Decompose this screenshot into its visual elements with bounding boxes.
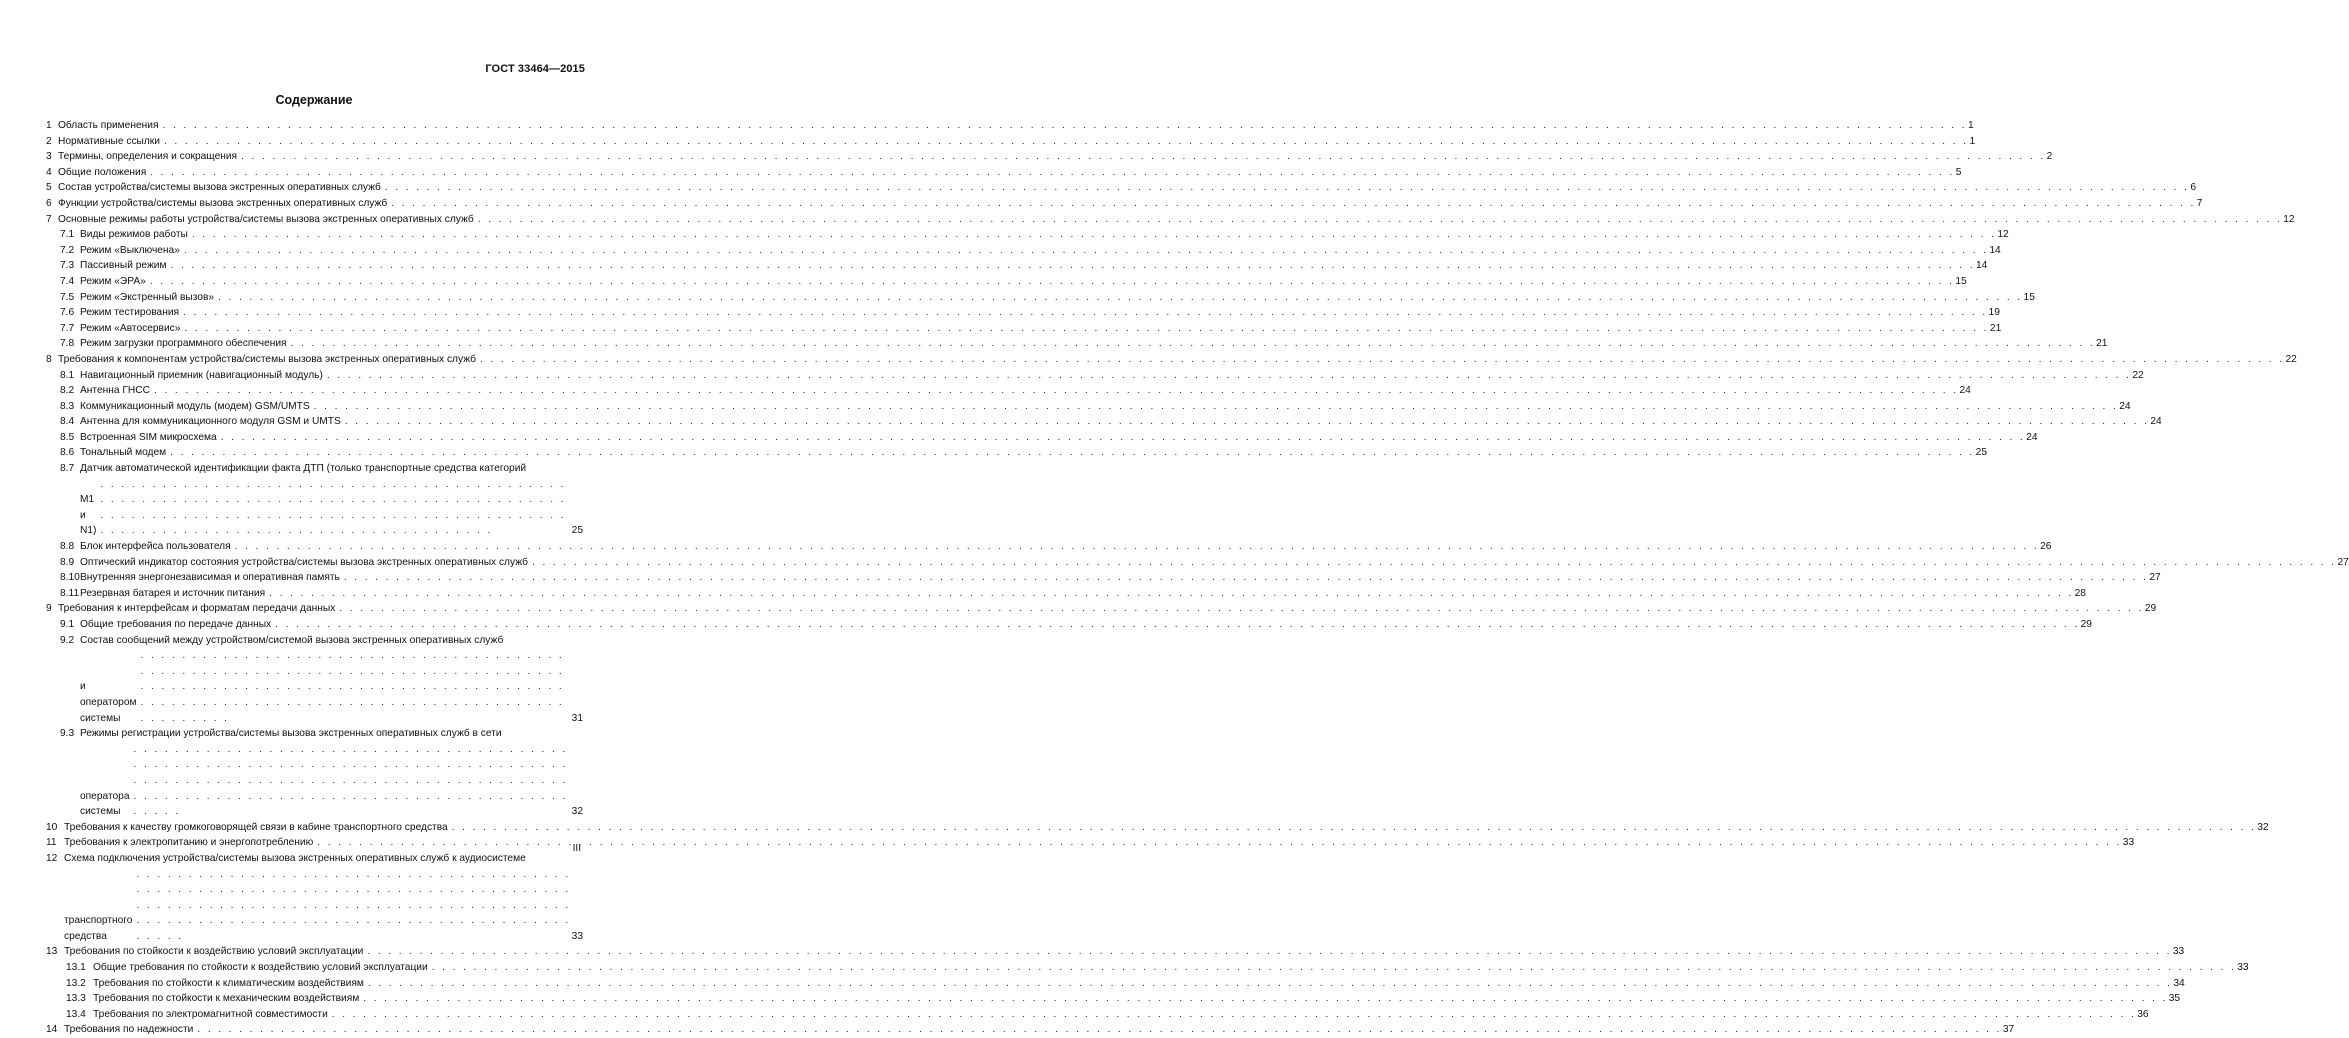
toc-entry-title: Общие положения	[58, 166, 147, 178]
leader-dots	[150, 274, 1955, 290]
toc-entry-number: 8.4	[60, 416, 75, 428]
toc-entry-page: 15	[1955, 275, 1967, 287]
toc-entry-number: 9.2	[60, 634, 75, 646]
toc-entry-number: 13.2	[66, 977, 86, 989]
toc-entry-page: 19	[1988, 307, 2000, 319]
leader-dots	[317, 835, 2122, 851]
toc-entry[interactable]	[46, 368, 2144, 384]
toc-entry-title: Оптический индикатор состояния устройства/системы вызова экстренных оперативных служб	[80, 556, 528, 568]
toc-entry-number: 8.2	[60, 385, 75, 397]
leader-dots	[192, 227, 1997, 243]
leader-dots	[327, 368, 2132, 384]
leader-dots	[269, 586, 2074, 602]
toc-entry-page: 24	[2119, 400, 2131, 412]
toc-entry-number: 9.1	[60, 619, 75, 630]
toc-entry-number: 3	[46, 151, 52, 163]
toc-entry-page: 28	[2074, 587, 2086, 599]
toc-entry-page: 26	[2040, 541, 2052, 553]
toc-entry-page: 27	[2337, 556, 2349, 568]
toc-entry-page: 29	[2144, 603, 2157, 615]
toc-entry-number: 13.1	[66, 962, 86, 974]
toc-entry-title: Общие требования по передаче данных	[80, 619, 272, 630]
leader-dots	[367, 944, 2172, 960]
toc-entry[interactable]	[46, 196, 2203, 212]
toc-entry-page: 32	[2257, 821, 2269, 833]
toc-entry-title: Коммуникационный модуль (модем) GSM/UMTS	[80, 400, 310, 412]
toc-entry-title: Навигационный приемник (навигационный модуль)	[80, 369, 323, 381]
toc-entry-title-continued: и оператором системы	[80, 681, 137, 724]
toc-entry-title: Антенна для коммуникационного модуля GSM и UMTS	[80, 416, 341, 428]
toc-entry-number: 6	[46, 197, 52, 209]
toc-entry[interactable]	[46, 165, 1962, 181]
toc-entry-title: Датчик автоматической идентификации факта ДТП (только транспортные средства категорий	[80, 463, 527, 475]
leader-dots	[100, 477, 570, 539]
toc-entry-page: 32	[571, 806, 583, 818]
toc-entry-number: 14	[46, 1024, 58, 1036]
leader-dots	[314, 399, 2119, 415]
toc-entry-number: 11	[46, 837, 57, 849]
toc-entry-title: Режим «Выключена»	[80, 244, 180, 256]
toc-entry-page: 15	[2023, 291, 2035, 303]
leader-dots	[385, 180, 2190, 196]
toc-entry-page: 1	[1969, 135, 1976, 147]
toc-entry-page: 7	[2196, 197, 2203, 209]
toc-entry-title: Состав сообщений между устройством/системой вызова экстренных оперативных служб	[80, 634, 504, 646]
toc-entry-title: Требования по стойкости к климатическим воздействиям	[93, 977, 364, 989]
page-number: III	[572, 843, 581, 854]
leader-dots	[339, 601, 2144, 617]
toc-entry[interactable]	[46, 414, 2162, 430]
toc-entry[interactable]	[46, 227, 2009, 243]
leader-dots	[291, 336, 2096, 352]
leader-dots	[162, 118, 1967, 134]
toc-entry-title: Тональный модем	[80, 447, 167, 459]
toc-entry-page: 33	[571, 930, 583, 942]
leader-dots	[391, 196, 2196, 212]
toc-entry-page: 22	[2132, 369, 2144, 381]
toc-entry[interactable]	[46, 1007, 2149, 1023]
toc-entry-page: 35	[2168, 993, 2181, 1005]
toc-entry-title: Общие требования по стойкости к воздействию условий эксплуатации	[93, 962, 428, 974]
toc-entry-title: Требования по стойкости к воздействию условий эксплуатации	[64, 946, 364, 958]
toc-entry[interactable]	[46, 851, 583, 945]
toc-entry-number: 12	[46, 852, 58, 864]
toc-entry-number: 9.3	[60, 728, 75, 740]
toc-entry-number: 8.5	[60, 431, 75, 443]
toc-entry-title: Режим «Экстренный вызов»	[80, 291, 215, 303]
toc-entry[interactable]	[46, 149, 2053, 165]
page-title: Содержание	[275, 93, 353, 107]
toc-entry-page: 14	[1989, 244, 2001, 256]
leader-dots	[134, 742, 571, 820]
toc-entry-page: 37	[2002, 1024, 2015, 1036]
toc-entry-title: Требования к компонентам устройства/системы вызова экстренных оперативных служб	[58, 353, 476, 365]
leader-dots	[241, 149, 2046, 165]
leader-dots	[154, 383, 1959, 399]
toc-entry-page: 2	[2046, 151, 2053, 163]
toc-entry-number: 8	[46, 353, 52, 365]
toc-entry-title: Требования по стойкости к механическим воздействиям	[93, 993, 360, 1005]
toc-entry-number: 7	[46, 213, 52, 225]
toc-entry-page: 24	[1959, 385, 1971, 397]
toc-entry-title: Режимы регистрации устройства/системы вызова экстренных оперативных служб в сети	[80, 728, 502, 740]
leader-dots	[344, 570, 2149, 586]
toc-entry-page: 14	[1975, 260, 1988, 272]
toc-entry[interactable]	[46, 601, 2157, 617]
toc-entry[interactable]	[46, 430, 2038, 446]
toc-entry-page: 34	[2173, 977, 2185, 989]
toc-entry-page: 24	[2026, 431, 2038, 443]
toc-entry-title: Требования по электромагнитной совместимости	[93, 1008, 328, 1020]
toc-entry[interactable]	[46, 991, 2181, 1007]
toc-entry-number: 8.3	[60, 400, 75, 412]
toc-entry[interactable]	[46, 118, 1974, 134]
toc-entry-title: Пассивный режим	[80, 260, 167, 272]
toc-entry-number: 13.3	[66, 993, 86, 1005]
toc-entry-number: 13.4	[66, 1008, 86, 1020]
toc-entry-page: 24	[2150, 416, 2162, 428]
toc-entry[interactable]	[46, 134, 1976, 150]
toc-entry-number: 10	[46, 821, 58, 833]
toc-entry-number: 7.3	[60, 260, 75, 272]
toc-entry[interactable]	[46, 258, 1988, 274]
toc-entry-title: Режим «Автосервис»	[80, 322, 181, 334]
toc-entry[interactable]	[46, 586, 2086, 602]
toc-entry-page: 21	[2096, 338, 2108, 350]
leader-dots	[170, 445, 1975, 461]
leader-dots	[275, 617, 2080, 633]
toc-entry-number: 7.8	[60, 338, 75, 350]
toc-entry-title: Функции устройства/системы вызова экстренных оперативных служб	[58, 197, 388, 209]
toc-entry-page: 12	[2283, 213, 2295, 225]
toc-entry-page: 6	[2190, 182, 2197, 194]
toc-entry-number: 1	[46, 120, 52, 131]
toc-entry-page: 25	[571, 525, 583, 537]
toc-entry-title: Термины, определения и сокращения	[58, 151, 238, 163]
toc-entry-number: 7.1	[60, 229, 75, 241]
toc-entry-title: Антенна ГНСС	[80, 385, 150, 397]
toc-entry-number: 4	[46, 166, 52, 178]
toc-entry-title: Резервная батарея и источник питания	[80, 587, 266, 599]
toc-entry-page: 31	[571, 712, 583, 724]
toc-entry-number: 5	[46, 182, 52, 194]
toc-entry-title-continued: оператора системы	[80, 790, 130, 818]
toc-entry-title: Требования к электропитанию и энергопотреблению	[64, 837, 314, 849]
toc-entry-number: 8.9	[60, 556, 75, 568]
toc-entry-page: 21	[1989, 322, 2002, 334]
toc-entry[interactable]	[46, 1022, 2015, 1038]
toc-entry-number: 8.8	[60, 541, 75, 553]
toc-entry-page: 36	[2137, 1008, 2149, 1020]
toc-entry-number: 7.6	[60, 307, 75, 319]
toc-entry-title: Требования по надежности	[64, 1024, 194, 1036]
toc-entry-number: 8.10	[60, 572, 80, 584]
toc-entry-number: 8.11	[60, 587, 80, 599]
toc-entry-page: 12	[1997, 229, 2009, 241]
leader-dots	[136, 867, 570, 945]
toc-entry[interactable]	[46, 944, 2185, 960]
toc-entry[interactable]	[46, 274, 1967, 290]
leader-dots	[345, 414, 2150, 430]
toc-entry-title-continued: M1 и N1)	[80, 494, 97, 537]
toc-entry-number: 8.7	[60, 463, 75, 475]
leader-dots	[452, 820, 2257, 836]
toc-entry-page: 22	[2285, 353, 2297, 365]
table-of-contents	[46, 118, 2349, 1038]
toc-entry-title-continued: транспортного средства	[64, 915, 133, 942]
toc-entry[interactable]	[46, 555, 2349, 571]
toc-entry-title: Режим тестирования	[80, 307, 180, 319]
leader-dots	[432, 960, 2237, 976]
toc-entry[interactable]	[46, 570, 2161, 586]
toc-entry-title: Схема подключения устройства/системы вызова экстренных оперативных служб к аудиосистеме	[64, 852, 526, 864]
toc-entry[interactable]	[46, 243, 2001, 259]
toc-entry[interactable]	[46, 617, 2092, 633]
toc-entry-number: 7.7	[60, 322, 75, 334]
toc-entry-page: 5	[1955, 166, 1962, 178]
toc-entry[interactable]	[46, 633, 583, 727]
leader-dots	[332, 1007, 2137, 1023]
toc-entry-title: Требования к качеству громкоговорящей связи в кабине транспортного средства	[64, 821, 448, 833]
leader-dots	[197, 1022, 2002, 1038]
toc-entry-title: Режим загрузки программного обеспечения	[80, 338, 287, 350]
toc-entry[interactable]	[46, 835, 2135, 851]
leader-dots	[478, 212, 2283, 228]
toc-entry[interactable]	[46, 399, 2131, 415]
leader-dots	[164, 134, 1969, 150]
toc-entry-number: 13	[46, 946, 58, 958]
leader-dots	[141, 648, 571, 726]
toc-entry-page: 27	[2149, 572, 2161, 584]
toc-entry-number: 8.1	[60, 369, 75, 381]
toc-entry[interactable]	[46, 539, 2052, 555]
toc-entry[interactable]	[46, 352, 2297, 368]
leader-dots	[532, 555, 2337, 571]
toc-entry-title: Область применения	[58, 120, 159, 131]
toc-entry[interactable]	[46, 336, 2108, 352]
toc-entry[interactable]	[46, 290, 2035, 306]
toc-entry[interactable]	[46, 976, 2185, 992]
leader-dots	[368, 976, 2173, 992]
leader-dots	[170, 258, 1975, 274]
leader-dots	[235, 539, 2040, 555]
leader-dots	[184, 243, 1989, 259]
leader-dots	[363, 991, 2168, 1007]
toc-entry-title: Встроенная SIM микросхема	[80, 431, 217, 443]
toc-entry-title: Состав устройства/системы вызова экстренных оперативных служб	[58, 182, 381, 194]
toc-entry[interactable]	[46, 461, 583, 539]
toc-entry[interactable]	[46, 180, 2197, 196]
toc-entry-number: 2	[46, 135, 52, 147]
leader-dots	[184, 321, 1989, 337]
toc-entry-title: Нормативные ссылки	[58, 135, 160, 147]
toc-entry[interactable]	[46, 321, 2002, 337]
toc-entry-title: Режим «ЭРА»	[80, 275, 146, 287]
standard-header: ГОСТ 33464—2015	[485, 63, 585, 75]
toc-entry-number: 8.6	[60, 447, 75, 459]
leader-dots	[218, 290, 2023, 306]
toc-entry[interactable]	[46, 383, 1971, 399]
toc-entry[interactable]	[46, 212, 2295, 228]
toc-entry-title: Виды режимов работы	[80, 229, 188, 241]
toc-entry-title: Блок интерфейса пользователя	[80, 541, 231, 553]
toc-entry[interactable]	[46, 820, 2269, 836]
leader-dots	[150, 165, 1955, 181]
leader-dots	[183, 305, 1988, 321]
toc-entry-title: Внутренняя энергонезависимая и оперативная память	[80, 572, 340, 584]
toc-entry[interactable]	[46, 960, 2249, 976]
toc-entry-title: Основные режимы работы устройства/системы вызова экстренных оперативных служб	[58, 213, 474, 225]
toc-entry-page: 33	[2237, 962, 2249, 974]
leader-dots	[480, 352, 2285, 368]
toc-entry-page: 29	[2080, 619, 2092, 630]
toc-entry-page: 1	[1967, 120, 1974, 131]
toc-entry-page: 25	[1975, 447, 1988, 459]
toc-entry[interactable]	[46, 305, 2000, 321]
toc-entry-number: 7.5	[60, 291, 75, 303]
toc-entry-page: 33	[2122, 837, 2135, 849]
toc-entry[interactable]	[46, 445, 1988, 461]
toc-entry-number: 9	[46, 603, 52, 615]
leader-dots	[221, 430, 2026, 446]
toc-entry-number: 7.4	[60, 275, 75, 287]
toc-entry[interactable]	[46, 726, 583, 820]
toc-entry-page: 33	[2172, 946, 2185, 958]
toc-entry-title: Требования к интерфейсам и форматам передачи данных	[58, 603, 336, 615]
toc-entry-number: 7.2	[60, 244, 75, 256]
